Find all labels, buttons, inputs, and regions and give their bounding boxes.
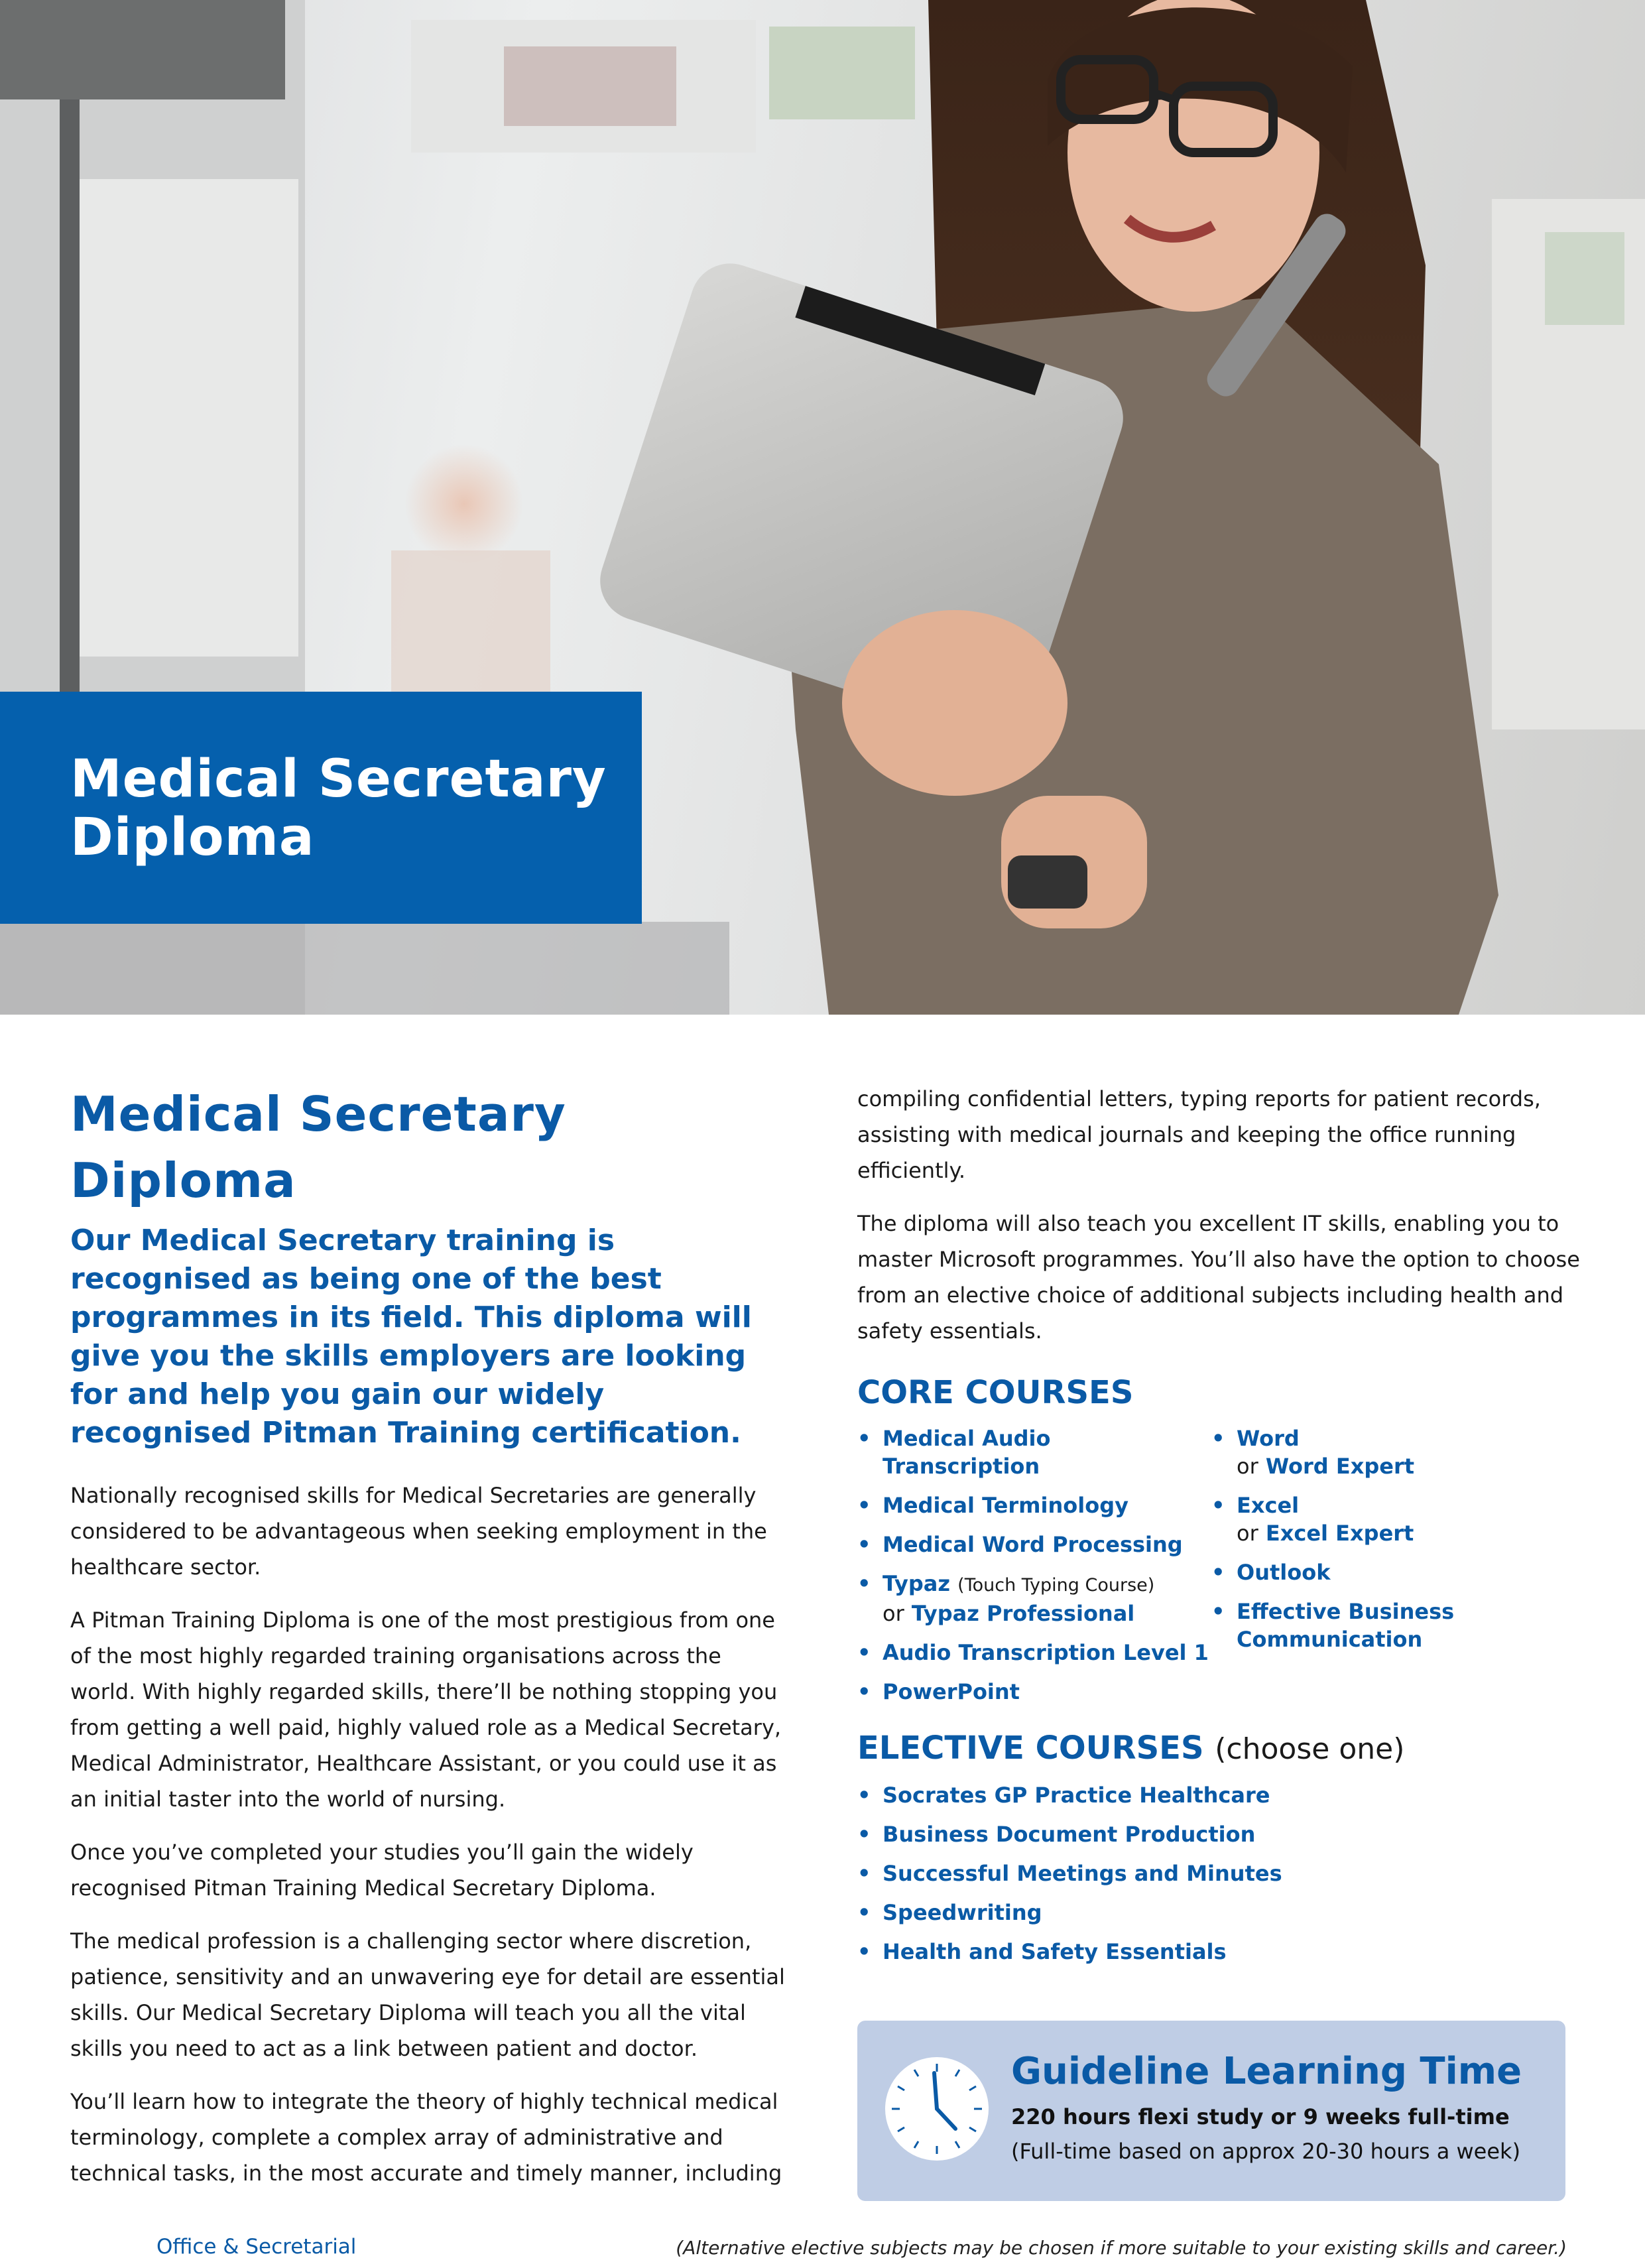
course-name: Word Expert — [1265, 1454, 1415, 1479]
list-item: • Medical Terminology — [857, 1491, 1209, 1519]
guide-note: (Full-time based on approx 20-30 hours a week) — [1011, 2139, 1521, 2164]
body-paragraph: You’ll learn how to integrate the theory of highly technical medical terminology, complete a complex array of administrative and technical tasks, in the most accurate and timely manner, including — [70, 2089, 782, 2186]
footer-category: Office & Secretarial — [156, 2235, 357, 2259]
title-banner — [0, 692, 642, 924]
or-text: or — [883, 1601, 904, 1626]
list-item: • PowerPoint — [857, 1678, 1209, 1706]
list-item: • Speedwriting — [857, 1899, 1580, 1926]
list-item: • Audio Transcription Level 1 — [857, 1639, 1209, 1667]
body-paragraph: Once you’ve completed your studies you’ll gain the widely recognised Pitman Training Medical Secretary Diploma. — [70, 1840, 694, 1901]
footer-note: (Alternative elective subjects may be chosen if more suitable to your existing skills and career.) — [676, 2237, 1567, 2259]
body-paragraph: Nationally recognised skills for Medical Secretaries are generally considered to be advantageous when seeking employment in the healthcare sector. — [70, 1483, 767, 1580]
core-courses-heading: CORE COURSES — [857, 1374, 1134, 1411]
course-name: Typaz — [883, 1571, 951, 1596]
right-column — [857, 1081, 1580, 1977]
hero-photo — [0, 0, 1645, 1015]
banner-title: Medical Secretary Diploma — [70, 749, 607, 867]
list-item — [1211, 1424, 1583, 1480]
core-courses-list — [857, 1424, 1580, 1704]
list-item: • Socrates GP Practice Healthcare — [857, 1781, 1580, 1809]
elective-courses-heading — [857, 1728, 1580, 1769]
list-item: • Successful Meetings and Minutes — [857, 1859, 1580, 1887]
core-courses-column-2 — [1211, 1424, 1583, 1665]
list-item: • Outlook — [1211, 1558, 1583, 1586]
course-note: (Touch Typing Course) — [957, 1575, 1155, 1596]
left-column — [70, 1081, 786, 2191]
list-item: • Medical Word Processing — [857, 1531, 1209, 1558]
guideline-learning-time-box — [857, 2021, 1565, 2201]
list-item: • Effective Business Communication — [1211, 1598, 1475, 1653]
course-name: Excel — [1237, 1493, 1300, 1518]
clock-icon — [884, 2056, 990, 2162]
elective-heading-sub: (choose one) — [1215, 1732, 1405, 1766]
elective-heading-text: ELECTIVE COURSES — [857, 1730, 1204, 1767]
course-name: Typaz Professional — [911, 1601, 1135, 1626]
core-courses-column-1 — [857, 1424, 1209, 1717]
course-name: Word — [1237, 1426, 1300, 1451]
list-item — [1211, 1491, 1583, 1547]
guide-hours: 220 hours flexi study or 9 weeks full-time — [1011, 2104, 1510, 2129]
course-name: Excel Expert — [1265, 1521, 1414, 1546]
body-paragraph: The medical profession is a challenging sector where discretion, patience, sensitivity and an unwavering eye for detail are essential skills. Our Medical Secretary Diploma will teach you all the vital skills you need to act as a link between patient and doctor. — [70, 1928, 785, 2061]
body-paragraph: compiling confidential letters, typing reports for patient records, assisting with medical journals and keeping the office running efficiently. — [857, 1086, 1541, 1183]
page-title: Medical Secretary Diploma — [70, 1086, 566, 1208]
list-item — [857, 1570, 1209, 1627]
list-item: • Medical Audio Transcription — [857, 1424, 1209, 1480]
intro-text: Our Medical Secretary training is recognised as being one of the best programmes in its field. This diploma will give you the skills employers are looking for and help you gain our widely recognised Pitman Training certification. — [70, 1224, 752, 1450]
list-item: • Health and Safety Essentials — [857, 1938, 1580, 1966]
body-paragraph: The diploma will also teach you excellent IT skills, enabling you to master Microsoft programmes. You’ll also have the option to choose from an elective choice of additional subjects including health and safety essentials. — [857, 1211, 1580, 1344]
body-paragraph: A Pitman Training Diploma is one of the most prestigious from one of the most highly regarded training organisations across the world. With highly regarded skills, there’ll be nothing stopping you from getting a well paid, highly valued role as a Medical Secretary, Medical Administrator, Healthcare Assistant, or you could use it as an initial taster into the world of nursing. — [70, 1607, 782, 1812]
or-text: or — [1237, 1454, 1258, 1479]
list-item: • Business Document Production — [857, 1820, 1580, 1848]
guide-title: Guideline Learning Time — [1011, 2050, 1522, 2093]
or-text: or — [1237, 1521, 1258, 1546]
elective-courses-list — [857, 1781, 1580, 1966]
